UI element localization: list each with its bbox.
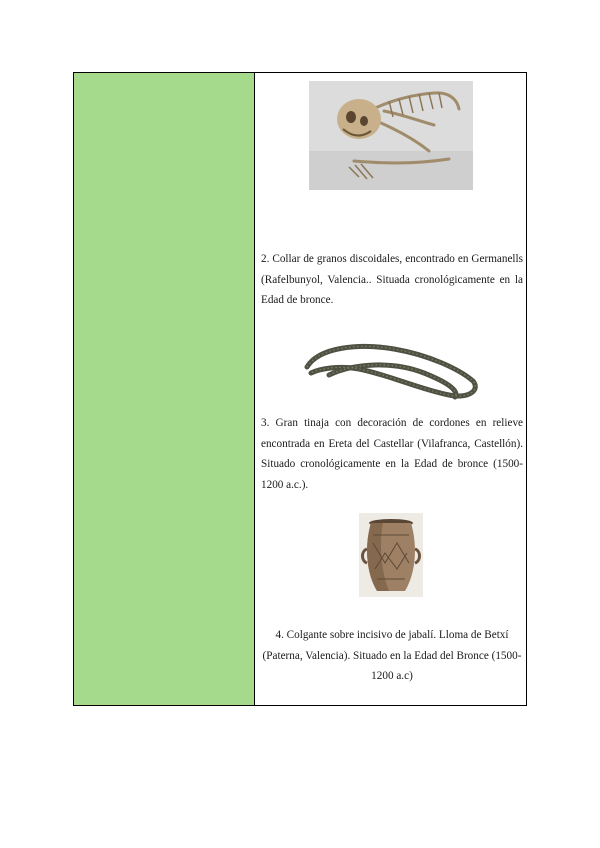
caption-4: 4. Colgante sobre incisivo de jabalí. Lloma de Betxí (Paterna, Valencia). Situado en la Edad del Bronce (1500- 1200 a.c): [262, 629, 522, 682]
content-table: [73, 72, 527, 706]
caption-2: 2. Collar de granos discoidales, encontrado en Germanells (Rafelbunyol, Valencia.. Situada cronológicamente en la Edad de bronce.: [261, 253, 523, 306]
caption-3: 3. Gran tinaja con decoración de cordones en relieve encontrada en Ereta del Castellar (Vilafranca, Castellón). Situado cronológicamente en la Edad de bronce (1500-1200 a.c.).: [261, 417, 523, 491]
skeleton-photo: [309, 81, 473, 190]
green-side-cell: [74, 73, 255, 705]
necklace-photo: [299, 339, 483, 403]
content-cell: [255, 73, 526, 705]
jar-photo: [359, 513, 423, 597]
